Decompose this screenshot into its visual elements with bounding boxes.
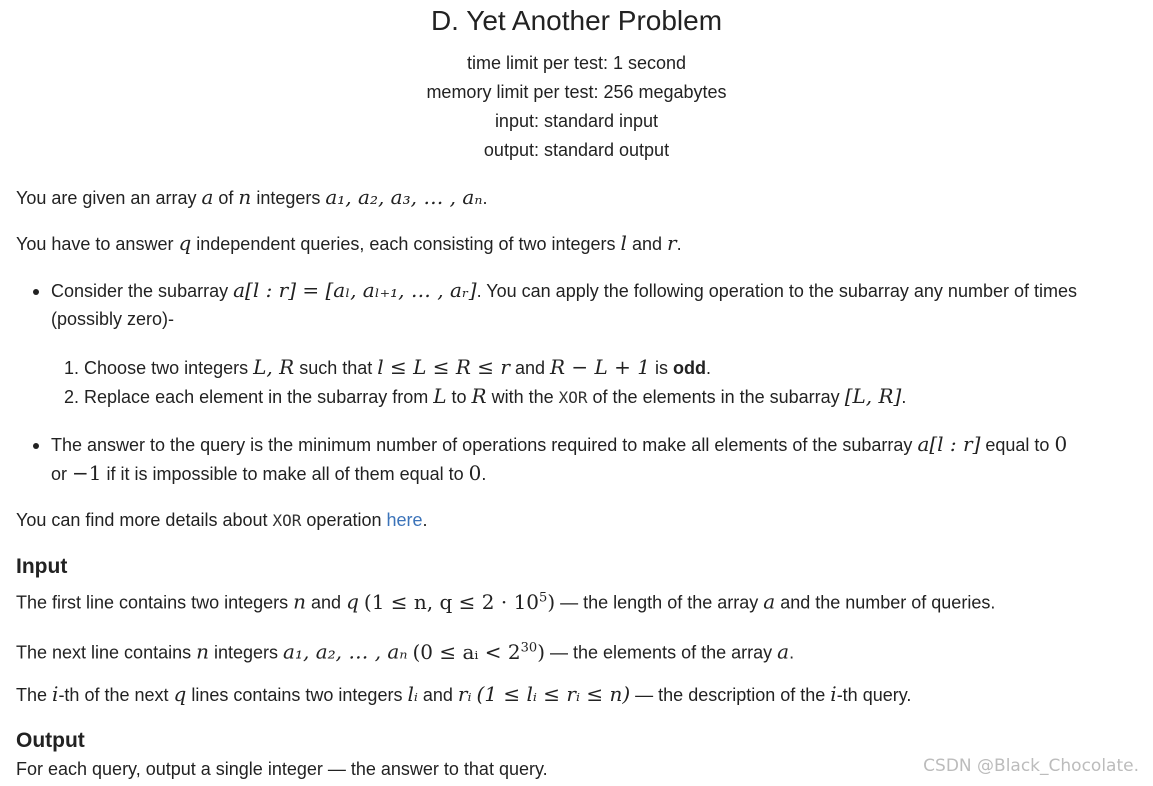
watermark: CSDN @Black_Chocolate. <box>923 756 1139 776</box>
operation-step-2 <box>64 383 906 411</box>
text: -th query. <box>836 685 912 705</box>
text: Consider the subarray <box>51 281 234 301</box>
math: q <box>346 589 359 614</box>
text: or <box>51 464 73 484</box>
list-number: 2. <box>64 387 80 407</box>
math: n <box>293 589 307 614</box>
bullet-icon <box>33 289 39 295</box>
list-number: 1. <box>64 358 80 378</box>
bullet-icon <box>33 443 39 449</box>
time-limit: time limit per test: 1 second <box>466 53 687 73</box>
exponent: 5 <box>539 590 548 605</box>
output-heading: Output <box>16 729 85 752</box>
text: — the elements of the array <box>545 642 778 663</box>
input-heading: Input <box>16 555 68 578</box>
text: — the description of the <box>630 685 831 705</box>
math: q <box>173 682 187 706</box>
text: You are given an array <box>16 188 202 208</box>
text: is <box>650 358 674 378</box>
math: a <box>201 185 214 209</box>
math: i <box>52 682 59 706</box>
text: Choose two integers <box>84 358 254 378</box>
math: L <box>433 384 447 408</box>
math: (1 ≤ lᵢ ≤ rᵢ ≤ n) <box>476 682 631 706</box>
text: — the length of the array <box>555 592 764 613</box>
math: n <box>196 639 209 664</box>
text: You can find more details about <box>16 510 273 530</box>
text: The next line contains <box>16 642 197 663</box>
output-spec: output: standard output <box>483 140 670 160</box>
emphasis: odd <box>673 358 707 378</box>
statement-paragraph-3 <box>16 507 428 534</box>
text: The <box>16 685 53 705</box>
text: with the <box>486 387 559 407</box>
text: . <box>481 464 487 484</box>
math-part: ) <box>547 589 556 614</box>
math: a <box>763 589 776 614</box>
math: lᵢ <box>407 682 418 706</box>
operation-step-1 <box>64 354 711 381</box>
xor-details-link[interactable]: here <box>386 510 423 530</box>
statement-paragraph-2 <box>16 230 682 257</box>
text: integers <box>251 188 326 208</box>
math: l ≤ L ≤ R ≤ r <box>377 355 510 379</box>
output-text: For each query, output a single integer — the answer to that query. <box>16 759 548 779</box>
text: The first line contains two integers <box>16 592 294 613</box>
text: operation <box>301 510 387 530</box>
math: a[l : r] <box>917 432 981 456</box>
text: independent queries, each consisting of two integers <box>191 234 621 254</box>
math: i <box>830 682 837 706</box>
problem-title: D. Yet Another Problem <box>430 5 723 36</box>
text: You have to answer <box>16 234 179 254</box>
math: l <box>620 231 627 255</box>
math: 0 <box>1054 432 1068 456</box>
bullet-2-line-1 <box>51 431 1067 458</box>
text: of <box>213 188 239 208</box>
math: 0 <box>468 461 482 485</box>
math: r <box>667 231 677 255</box>
text: . <box>422 510 428 530</box>
math: a₁, a₂, … , aₙ <box>283 639 408 664</box>
input-spec: input: standard input <box>494 111 659 131</box>
text: and <box>306 592 347 613</box>
exponent: 30 <box>520 640 538 655</box>
text: to <box>446 387 472 407</box>
text: -th of the next <box>58 685 174 705</box>
input-line-2 <box>16 635 794 666</box>
bullet-2-line-2 <box>51 460 486 487</box>
text: . <box>901 387 907 407</box>
text: The answer to the query is the minimum number of operations required to make all elements of the subarray <box>51 435 918 455</box>
text: . <box>706 358 712 378</box>
text: integers <box>209 642 284 663</box>
memory-limit: memory limit per test: 256 megabytes <box>426 82 727 102</box>
math-part: (0 ≤ aᵢ < 2 <box>412 639 521 664</box>
math: a <box>777 639 790 664</box>
text: and the number of queries. <box>775 592 996 613</box>
code-text: XOR <box>272 511 302 530</box>
text: such that <box>294 358 378 378</box>
text: Replace each element in the subarray from <box>84 387 434 407</box>
code-text: XOR <box>558 388 588 407</box>
input-line-3 <box>16 681 911 708</box>
limits-block <box>0 49 1153 165</box>
bullet-1-line-2: (possibly zero)- <box>51 309 175 329</box>
math: R <box>471 384 487 408</box>
text: equal to <box>980 435 1055 455</box>
input-line-1 <box>16 585 995 616</box>
math-part: ) <box>537 639 545 664</box>
text: . <box>789 642 795 663</box>
math <box>412 640 545 664</box>
math: q <box>178 231 192 255</box>
math: L, R <box>253 355 295 379</box>
math: [L, R] <box>844 384 902 408</box>
math: n <box>238 185 252 209</box>
text: of the elements in the subarray <box>587 387 845 407</box>
math: a₁, a₂, a₃, … , aₙ <box>325 185 483 209</box>
text: . <box>676 234 682 254</box>
math: −1 <box>72 461 102 485</box>
text: and <box>509 358 551 378</box>
text: lines contains two integers <box>186 685 408 705</box>
text: and <box>417 685 458 705</box>
text: and <box>626 234 667 254</box>
math: R − L + 1 <box>550 355 651 379</box>
math-part: (1 ≤ n, q ≤ 2 · 10 <box>363 589 540 614</box>
statement-paragraph-1 <box>16 184 487 211</box>
math <box>364 590 555 614</box>
text: . You can apply the following operation to the subarray any number of times <box>476 281 1077 301</box>
text: if it is impossible to make all of them equal to <box>101 464 469 484</box>
bullet-1-line-1 <box>51 277 1077 304</box>
text: . <box>482 188 488 208</box>
math: a[l : r] = [aₗ, aₗ₊₁, … , aᵣ] <box>233 278 477 302</box>
math: rᵢ <box>457 682 472 706</box>
